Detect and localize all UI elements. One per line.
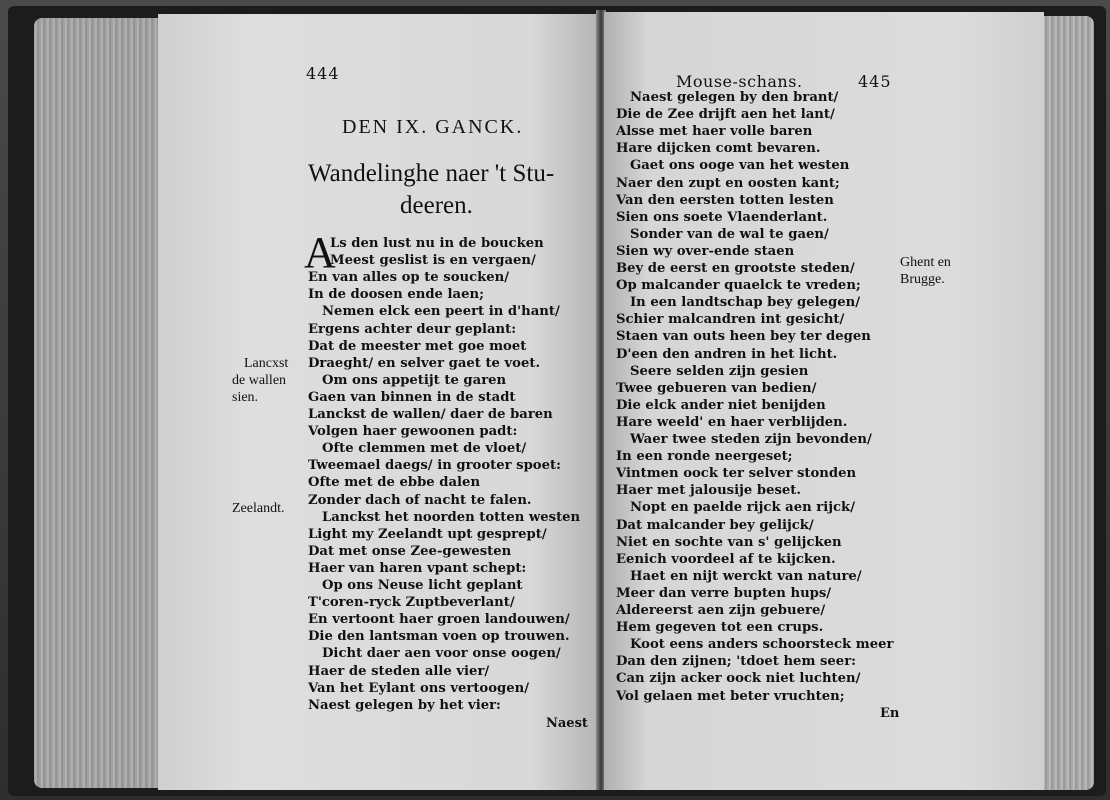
verse-line: Hare dijcken comt bevaren. [616,141,821,157]
verse-line: Light my Zeelandt upt gesprept/ [308,526,547,542]
verse-line: Van het Eylant ons vertoogen/ [308,680,530,696]
verse-line: Ofte met de ebbe dalen [308,475,481,491]
marginal-note-line: sien. [232,390,259,405]
verse-line: Naest gelegen by het vier: [308,697,501,713]
verse-line: Dan den zijnen; 'tdoet hem seer: [616,654,857,670]
verse-line: Hem gegeven tot een crups. [616,620,824,636]
verse-line: Die de Zee drijft aen het lant/ [616,107,835,123]
verse-line: Staen van outs heen bey ter degen [616,329,871,345]
verse-line: Die elck ander niet benijden [616,397,826,413]
verse-line: Schier malcandren int gesicht/ [616,312,845,328]
verse-line: Dat met onse Zee-gewesten [308,543,512,559]
verse-line: Van den eersten totten lesten [616,192,834,208]
marginal-note-wallen [232,355,288,406]
verse-line: Sonder van de wal te gaen/ [630,226,829,242]
verse-line: Koot eens anders schoorsteck meer [630,637,894,653]
verse-line: Sien ons soete Vlaenderlant. [616,209,828,225]
right-page-number: 445 [858,72,892,91]
right-page-edges [1036,16,1094,790]
verse-line: Ls den lust nu in de boucken [330,236,544,251]
heading-line-1: Wandelinghe naer 't Stu- [308,160,555,187]
verse-line: Lanckst de wallen/ daer de baren [308,407,553,422]
verse-line: Alsse met haer volle baren [616,124,813,140]
verse-line: Meest geslist is en vergaen/ [330,253,536,269]
right-page [604,12,1044,790]
verse-line: Dicht daer aen voor onse oogen/ [322,646,561,662]
verse-line: Gaen van binnen in de stadt [308,389,516,405]
verse-line: Meer dan verre bupten hups/ [616,585,832,601]
verse-line: Eenich voordeel af te kijcken. [616,551,836,567]
verse-line: Haer de steden alle vier/ [308,663,490,679]
verse-line: Op ons Neuse licht geplant [322,578,523,593]
verse-line: Om ons appetijt te garen [322,372,507,388]
verse-line: Volgen haer gewoonen padt: [308,424,518,440]
marginal-note-zeelandt: Zeelandt. [232,501,285,516]
verse-line: Niet en sochte van s' gelijcken [616,534,842,550]
marginal-note-line: Lancxst [244,356,289,371]
verse-line: Zonder dach of nacht te falen. [308,492,532,508]
verse-line: Die den lantsman voen op trouwen. [308,629,570,645]
marginal-note-line: Brugge. [900,272,945,287]
marginal-note-line: de wallen [232,373,287,388]
verse-line: En vertoont haer groen landouwen/ [308,612,570,628]
left-page [158,14,598,790]
verse-line: En van alles op te soucken/ [308,270,510,286]
verse-line: Op malcander quaelck te vreden; [616,278,861,294]
marginal-note-line: Ghent en [900,255,951,270]
verse-line: Can zijn acker oock niet luchten/ [616,671,861,687]
section-title: DEN IX. GANCK. [342,116,524,138]
verse-line: Twee gebueren van bedien/ [616,380,817,396]
verse-line: Nopt en paelde rijck aen rijck/ [630,500,856,516]
verse-line: T'coren-ryck Zuptbeverlant/ [308,595,515,611]
left-page-edges [34,18,164,788]
verse-line: Lanckst het noorden totten westen [322,509,581,525]
verse-line: In een ronde neergeset; [616,449,793,465]
verse-line: Waer twee steden zijn bevonden/ [630,432,872,447]
verse-line: Haer met jalousije beset. [616,483,801,499]
running-title: Mouse-schans. [676,72,803,91]
verse-line: Draeght/ en selver gaet te voet. [308,355,541,371]
heading-line-2: deeren. [400,192,473,219]
verse-line: D'een den andren in het licht. [616,346,838,362]
verse-line: Hare weeld' en haer verblijden. [616,414,848,430]
verse-line: Haet en nijt werckt van nature/ [630,568,862,584]
verse-line: Dat de meester met goe moet [308,338,527,354]
marginal-note-ghent [900,254,951,288]
verse-line: Seere selden zijn gesien [630,363,809,379]
verse-line: Naest gelegen by den brant/ [630,90,839,105]
verse-line: Haer van haren vpant schept: [308,560,527,576]
verse-line: Ergens achter deur geplant: [308,321,517,337]
right-catchword: En [880,706,900,721]
verse-line: Vol gelaen met beter vruchten; [616,688,845,704]
verse-line: Nemen elck een peert in d'hant/ [322,304,560,320]
verse-line: In een landtschap bey gelegen/ [630,295,861,311]
verse-line: Sien wy over-ende staen [616,243,795,259]
verse-line: Naer den zupt en oosten kant; [616,175,840,191]
verse-line: Gaet ons ooge van het westen [630,158,850,174]
verse-line: Dat malcander bey gelijck/ [616,517,814,533]
left-catchword: Naest [546,716,588,731]
drop-cap: A [304,228,336,277]
verse-line: Aldereerst aen zijn gebuere/ [616,603,826,618]
verse-line: Bey de eerst en grootste steden/ [616,261,855,276]
left-page-number: 444 [306,64,340,83]
verse-line: Ofte clemmen met de vloet/ [322,441,527,457]
verse-line: Tweemael daegs/ in grooter spoet: [308,458,561,474]
verse-line: In de doosen ende laen; [308,287,484,303]
verse-line: Vintmen oock ter selver stonden [616,466,857,482]
